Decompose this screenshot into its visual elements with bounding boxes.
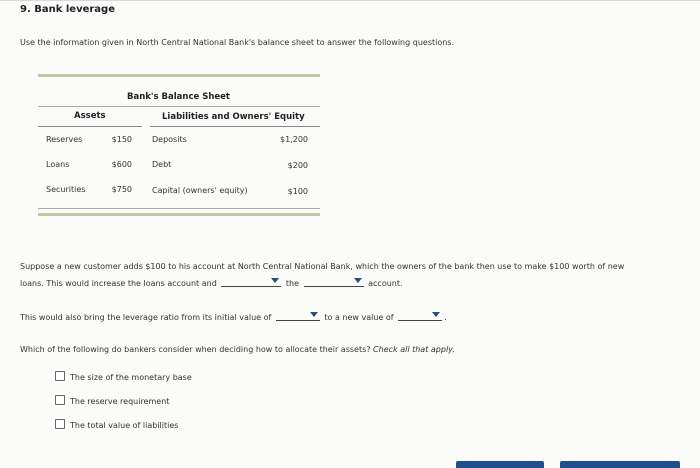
chevron-down-icon [271,278,279,283]
checkbox-option[interactable] [55,395,169,406]
scenario-line-2 [20,276,403,288]
checkbox-option[interactable] [55,371,192,382]
asset-value: $600 [111,160,132,169]
checkbox-label: The size of the monetary base [70,373,192,382]
checkbox-option[interactable] [55,419,178,430]
checkbox[interactable] [55,419,65,429]
scenario-line-2-prefix: loans. This would increase the loans account and [20,279,217,288]
footer-button-right[interactable] [560,461,680,468]
chevron-down-icon [310,312,318,317]
balance-sheet-top-rule [38,74,320,77]
leverage-line [20,310,447,322]
scenario-line-2-suffix: account. [368,279,403,288]
top-divider [0,0,700,1]
liability-value: $200 [287,161,308,170]
chevron-down-icon [432,312,440,317]
leverage-line-prefix: This would also bring the leverage ratio from its initial value of [20,313,272,322]
chevron-down-icon [354,278,362,283]
asset-label: Securities [46,185,86,194]
assets-header: Assets [74,111,106,121]
allocation-question [20,345,455,354]
question-title: 9. Bank leverage [20,4,115,15]
instructions: Use the information given in North Central National Bank's balance sheet to answer the following questions. [20,38,455,47]
asset-value: $750 [111,185,132,194]
liabilities-header: Liabilities and Owners' Equity [162,112,305,122]
checkbox[interactable] [55,371,65,381]
checkbox-label: The total value of liabilities [70,421,179,430]
liabilities-header-divider [150,126,320,127]
leverage-line-mid: to a new value of [324,313,394,322]
allocation-question-hint: Check all that apply. [373,345,455,354]
liability-value: $100 [287,187,308,196]
balance-sheet-title: Bank's Balance Sheet [127,92,230,102]
liability-label: Debt [152,160,172,169]
checkbox-label: The reserve requirement [70,397,170,406]
leverage-line-suffix: . [444,313,447,322]
balance-sheet-footer-divider [38,208,320,209]
new-leverage-dropdown[interactable] [398,310,442,321]
asset-value: $150 [111,135,132,144]
account-dropdown[interactable] [304,276,364,287]
initial-leverage-dropdown[interactable] [276,310,320,321]
scenario-line-2-mid: the [285,279,300,288]
liability-value: $1,200 [280,135,308,144]
asset-label: Reserves [46,135,83,144]
loans-change-dropdown[interactable] [221,276,281,287]
assets-header-divider [38,126,142,127]
asset-label: Loans [46,160,70,169]
balance-sheet-title-divider [38,106,320,107]
checkbox[interactable] [55,395,65,405]
scenario-line-1: Suppose a new customer adds $100 to his account at North Central National Bank, which the owners of the bank then use to make $100 worth of new [20,262,625,271]
balance-sheet-bottom-rule [38,213,320,216]
liability-label: Capital (owners' equity) [152,186,248,195]
liability-label: Deposits [152,135,187,144]
footer-button-left[interactable] [456,461,544,468]
allocation-question-text: Which of the following do bankers consider when deciding how to allocate their assets? [20,345,371,354]
